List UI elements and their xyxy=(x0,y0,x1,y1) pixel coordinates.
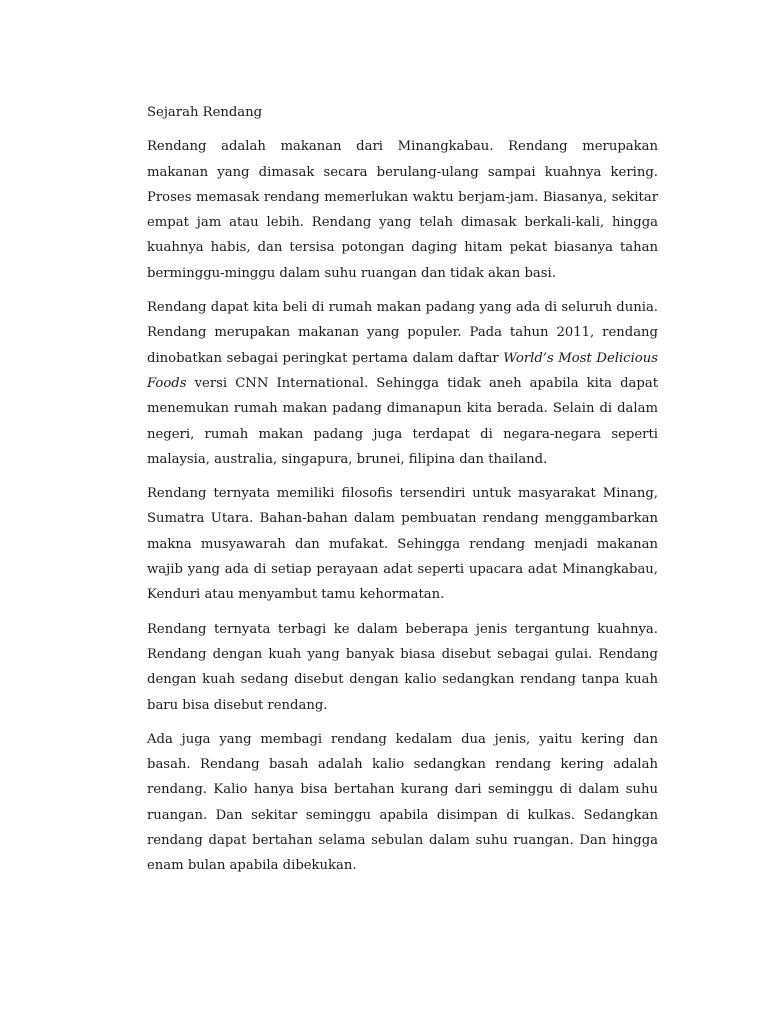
paragraph-popularity-text-before: Rendang dapat kita beli di rumah makan padang yang ada di seluruh dunia. Rendang merupakan makanan yang populer. Pada tahun 2011, rendang dinobatkan sebagai peringkat pertama dalam daftar xyxy=(147,300,658,366)
paragraph-popularity-text-after: versi CNN International. Sehingga tidak aneh apabila kita dapat menemukan rumah makan padang dimanapun kita berada. Selain di dalam negeri, rumah makan padang juga terdapat di negara-negara seperti malaysia, australia, singapura, brunei, filipina dan thailand. xyxy=(147,375,658,467)
document-body xyxy=(147,100,658,888)
document-title: Sejarah Rendang xyxy=(147,105,263,120)
paragraph-philosophy: Rendang ternyata memiliki filosofis tersendiri untuk masyarakat Minang, Sumatra Utara. Bahan-bahan dalam pembuatan rendang menggambarkan makna musyawarah dan mufakat. Sehingga rendang menjadi makanan wajib yang ada di setiap perayaan adat seperti upacara adat Minangkabau, Kenduri atau menyambut tamu kehormatan. xyxy=(147,486,658,603)
paragraph-popularity xyxy=(147,295,658,472)
paragraph-definition: Rendang adalah makanan dari Minangkabau. Rendang merupakan makanan yang dimasak secara berulang-ulang sampai kuahnya kering. Proses memasak rendang memerlukan waktu berjam-jam. Biasanya, sekitar empat jam atau lebih. Rendang yang telah dimasak berkali-kali, hingga kuahnya habis, dan tersisa potongan daging hitam pekat biasanya tahan berminggu-minggu dalam suhu ruangan dan tidak akan basi. xyxy=(147,139,658,281)
paragraph-types: Rendang ternyata terbagi ke dalam beberapa jenis tergantung kuahnya. Rendang dengan kuah yang banyak biasa disebut sebagai gulai. Rendang dengan kuah sedang disebut dengan kalio sedangkan rendang tanpa kuah baru bisa disebut rendang. xyxy=(147,621,658,713)
paragraph-storage: Ada juga yang membagi rendang kedalam dua jenis, yaitu kering dan basah. Rendang basah adalah kalio sedangkan rendang kering adalah rendang. Kalio hanya bisa bertahan kurang dari seminggu di dalam suhu ruangan. Dan sekitar seminggu apabila disimpan di kulkas. Sedangkan rendang dapat bertahan selama sebulan dalam suhu ruangan. Dan hingga enam bulan apabila dibekukan. xyxy=(147,731,658,874)
paragraph-popularity-emphasis: World’s Most Delicious Foods xyxy=(147,350,658,391)
